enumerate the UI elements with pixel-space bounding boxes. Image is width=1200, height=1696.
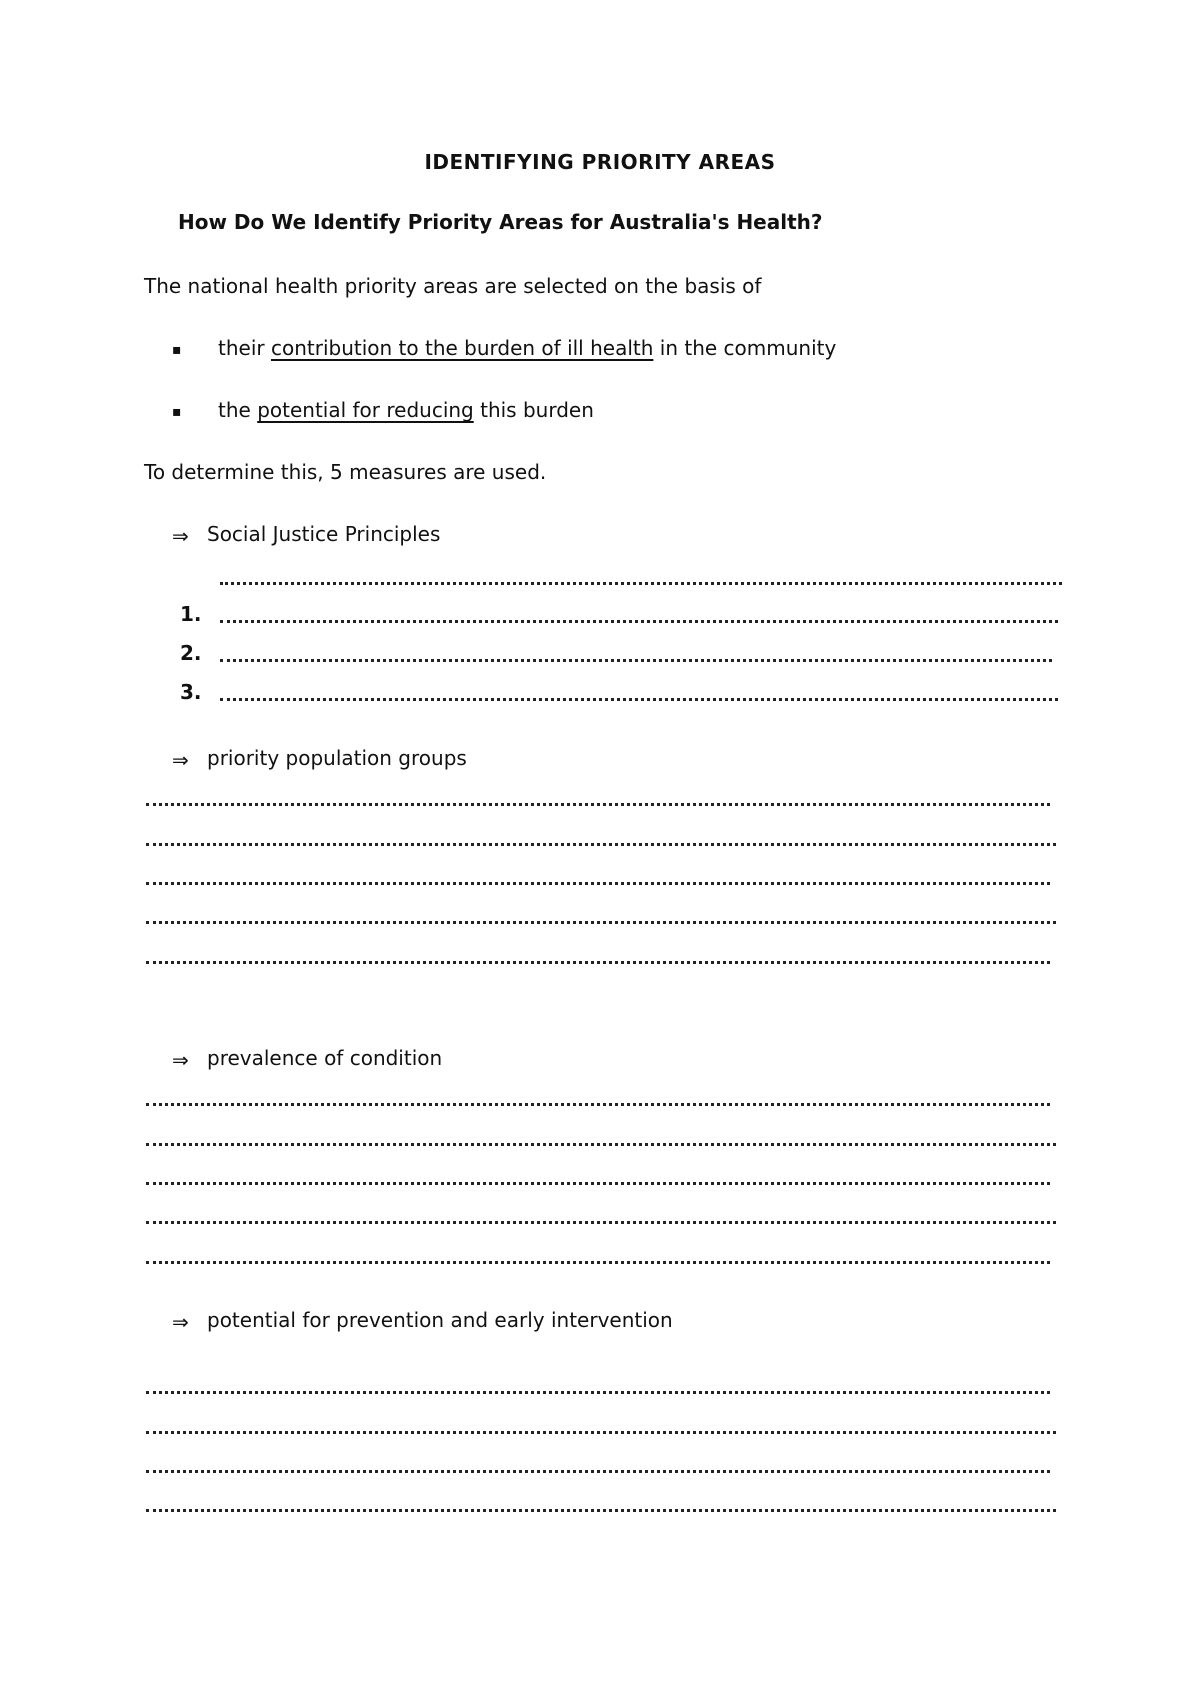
answer-line xyxy=(220,620,1058,623)
bullet-text-before: their xyxy=(218,336,271,360)
section-heading-prevalence: prevalence of condition xyxy=(207,1046,443,1070)
answer-line xyxy=(220,582,1062,585)
list-number: 3. xyxy=(180,680,202,704)
page-title: IDENTIFYING PRIORITY AREAS xyxy=(424,150,776,174)
answer-line xyxy=(146,1391,1050,1394)
answer-line xyxy=(146,961,1050,964)
answer-line xyxy=(146,1261,1050,1264)
section-heading-population-groups: priority population groups xyxy=(207,746,467,770)
answer-line xyxy=(146,1182,1050,1185)
answer-line xyxy=(146,1509,1056,1512)
intro-text: The national health priority areas are selected on the basis of xyxy=(144,274,762,298)
answer-line xyxy=(220,659,1052,662)
answer-line xyxy=(220,698,1058,701)
answer-line xyxy=(146,1221,1056,1224)
bullet-text-after: this burden xyxy=(473,398,594,422)
answer-line xyxy=(146,1431,1056,1434)
arrow-icon: ⇒ xyxy=(172,1310,189,1334)
underlined-phrase: potential for reducing xyxy=(257,398,474,422)
section-heading-social-justice: Social Justice Principles xyxy=(207,522,441,546)
arrow-icon: ⇒ xyxy=(172,524,189,548)
answer-line xyxy=(146,803,1050,806)
bullet-icon: ▪ xyxy=(172,404,182,420)
answer-line xyxy=(146,882,1050,885)
answer-line xyxy=(146,921,1056,924)
answer-line xyxy=(146,1470,1050,1473)
list-number: 2. xyxy=(180,641,202,665)
arrow-icon: ⇒ xyxy=(172,1048,189,1072)
arrow-icon: ⇒ xyxy=(172,748,189,772)
underlined-phrase: contribution to the burden of ill health xyxy=(270,336,654,360)
answer-line xyxy=(146,1103,1050,1106)
measures-intro: To determine this, 5 measures are used. xyxy=(144,460,547,484)
bullet-item-potential xyxy=(218,398,594,422)
answer-line xyxy=(146,843,1056,846)
bullet-text-before: the xyxy=(218,398,258,422)
bullet-item-contribution xyxy=(218,336,836,360)
answer-line xyxy=(146,1143,1056,1146)
bullet-icon: ▪ xyxy=(172,342,182,358)
bullet-text-after: in the community xyxy=(653,336,837,360)
list-number: 1. xyxy=(180,602,202,626)
page-subtitle: How Do We Identify Priority Areas for Australia's Health? xyxy=(178,210,823,234)
section-heading-prevention: potential for prevention and early intervention xyxy=(207,1308,673,1332)
